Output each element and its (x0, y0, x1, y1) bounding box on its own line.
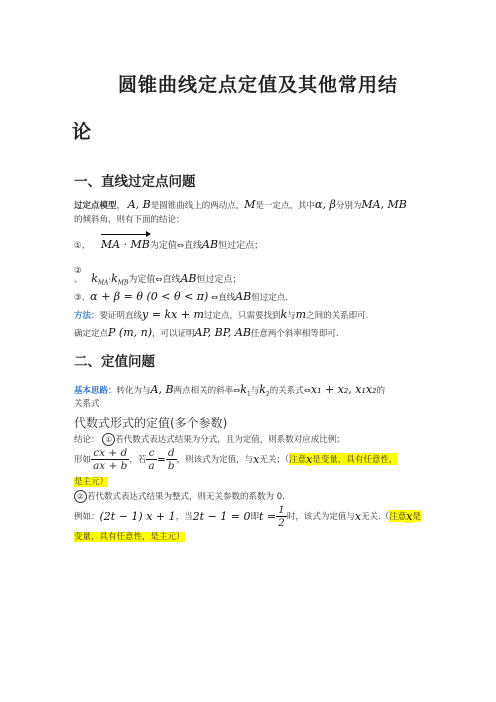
form-line (74, 444, 414, 474)
form-text4: 无关；（ (259, 455, 290, 465)
basic-text3: 的关系式 (269, 386, 304, 396)
c3-text3: 恒过定点. (251, 293, 288, 303)
fraction-3-num: d (167, 446, 175, 459)
fixed-point: P (m, n) (108, 326, 153, 339)
basic-s1: 1 (246, 390, 251, 398)
concl2-circ: ② (74, 490, 87, 503)
basic-label: 基本思路： (74, 386, 117, 396)
c3-expr: α + β = θ (0 < θ < π) (90, 290, 209, 303)
fraction-3-den: b (167, 459, 175, 472)
form-eq: = (156, 452, 166, 466)
model-text-a: 是圆锥曲线上的两动点， (150, 201, 245, 211)
basic-k1: k (240, 383, 247, 396)
c2-ab: AB (180, 272, 197, 285)
c2-text1: 为定值 (128, 275, 156, 285)
form-line2-text: 是主元） (74, 477, 109, 487)
model-angles: α, β (315, 198, 336, 211)
c1-text3: 恒过定点； (218, 241, 264, 251)
fraction-1-den: ax + b (93, 459, 128, 472)
form-note2: 是变量，具有任意性， (312, 455, 398, 465)
method-label: 方法： (74, 311, 100, 321)
basic-s2: 2 (265, 390, 270, 398)
c1-sep: 、 (81, 241, 91, 251)
c2-k2: k (111, 272, 118, 285)
form-text1: 形如 (74, 455, 92, 465)
example-text3: 即 (250, 512, 260, 522)
conclusion-3 (74, 290, 288, 303)
example-text4: 时，该式为定值与 (286, 512, 355, 522)
c1-vector-expr (101, 238, 150, 251)
concl-circ: ① (102, 433, 115, 446)
model-points: A, B (127, 198, 151, 211)
fraction-1-num: cx + d (91, 447, 129, 460)
example-line2-text: 变量，具有任意性，是主元） (74, 532, 185, 542)
algebraic-heading: 代数式形式的定值(多个参数) (74, 416, 228, 430)
c1-iff: ⇔ (176, 241, 185, 251)
c3-text2: 直线 (218, 293, 236, 303)
c1-ab: AB (202, 238, 219, 251)
fraction-2 (146, 447, 156, 472)
form-note1: 注意 (289, 455, 307, 465)
conclusion-2 (74, 272, 242, 287)
basic-text4: 的 (376, 386, 386, 396)
c2-text3: 恒过定点； (196, 275, 242, 285)
example-line2 (74, 530, 185, 542)
fraction-1 (91, 447, 129, 472)
concl2-text: 若代数式表达式结果为整式，则无关参数的系数为 0. (87, 492, 285, 502)
page-title-line1: 圆锥曲线定点定值及其他常用结 (118, 74, 399, 96)
example-fraction-num: 1 (278, 503, 285, 516)
fixed-text1: 确定定点 (74, 329, 109, 339)
method-text4: 之间的关系即可. (306, 311, 369, 321)
c1-expr: MA · MB (100, 238, 150, 251)
c2-iff: ⇔ (155, 275, 163, 285)
fixed-text2: ，可以证明 (152, 329, 195, 339)
basic-idea-line (74, 383, 385, 398)
c2-sub1: MA (97, 279, 109, 287)
form-line2 (74, 475, 108, 487)
form-x: x (253, 452, 260, 466)
c1-text2: 直线 (184, 241, 203, 251)
form-note-x: x (306, 452, 313, 466)
example-text2: ，当 (175, 512, 193, 522)
model-line1: 过定点模型， A, B是圆锥曲线上的两动点，M是一定点，其中α, β分别为MA, MB (74, 198, 407, 211)
conclusion-2-num: ② (74, 266, 82, 276)
model-lines: MA, MB (361, 198, 407, 211)
basic-text2: 两点相关的斜率 (173, 386, 234, 396)
page-title-line2: 论 (72, 121, 93, 143)
concl-label: 结论： (74, 435, 100, 445)
example-line (74, 500, 434, 532)
fraction-2-num: c (146, 447, 156, 460)
basic-line2: 关系式 (74, 399, 100, 409)
section2-heading: 二、定值问题 (74, 354, 155, 370)
c2-k1: k (91, 272, 98, 285)
c3-ab: AB (235, 290, 252, 303)
basic-ab: A, B (150, 383, 174, 396)
basic-and: 与 (250, 386, 260, 396)
c3-sep: 、 (81, 293, 91, 303)
method-m: m (295, 308, 307, 321)
method-k: k (280, 308, 288, 321)
fixed-text3: 任意两个斜率相等即可. (250, 329, 339, 339)
section1-heading: 一、直线过定点问题 (74, 174, 196, 190)
example-text1: 例如： (74, 512, 100, 522)
basic-iff2: ⇔ (303, 386, 311, 396)
example-text5: 无关.（ (361, 512, 390, 522)
c2-text2: 直线 (162, 275, 181, 285)
basic-iff1: ⇔ (233, 386, 241, 396)
method-line (74, 308, 368, 321)
model-text-b: 是一定点，其中 (255, 201, 316, 211)
c1-text1: 为定值 (149, 241, 177, 251)
example-expr: (2t − 1) x + 1 (99, 509, 176, 523)
model-label: 过定点模型 (74, 201, 117, 211)
fraction-3 (166, 447, 177, 472)
concl-text: 若代数式表达式结果为分式，且为定值，则系数对应成比例； (115, 435, 345, 445)
model-text-c: 分别为 (335, 201, 362, 211)
method-text1: 要证明直线 (99, 311, 143, 321)
model-m: M (244, 198, 256, 211)
fraction-2-den: a (148, 459, 155, 472)
example-note1: 注意 (389, 512, 407, 522)
c3-num: ③ (74, 293, 82, 303)
form-text2: ，若 (129, 455, 147, 465)
example-cond: 2t − 1 = 0 (192, 509, 251, 523)
example-note-x: x (406, 509, 413, 523)
method-eq: y = kx + m (142, 308, 204, 321)
method-text2: 过定点，只需要找到 (203, 311, 281, 321)
basic-xsum: x₁ + x₂, x₁x₂ (310, 383, 377, 396)
c2-sub2: MB (117, 279, 129, 287)
c2-dot: · (108, 275, 112, 285)
form-text3: ，则该式为定值，与 (176, 455, 254, 465)
c3-iff: ⇔ (211, 293, 219, 303)
basic-k2: k (259, 383, 266, 396)
c2-sep: 、 (74, 275, 83, 285)
basic-text1: 转化为与 (116, 386, 151, 396)
example-note2: 是 (412, 512, 422, 522)
conclusion-1 (74, 238, 263, 251)
example-fraction (276, 504, 287, 529)
fixed-point-line (74, 326, 339, 339)
example-t: t = (259, 509, 277, 523)
fixed-lines: AP, BP, AB (194, 326, 251, 339)
example-x: x (354, 509, 362, 523)
method-text3: 与 (287, 311, 296, 321)
c1-num: ① (74, 241, 82, 251)
model-line2: 的倾斜角，则有下面的结论： (74, 215, 185, 225)
example-fraction-den: 2 (278, 516, 285, 529)
